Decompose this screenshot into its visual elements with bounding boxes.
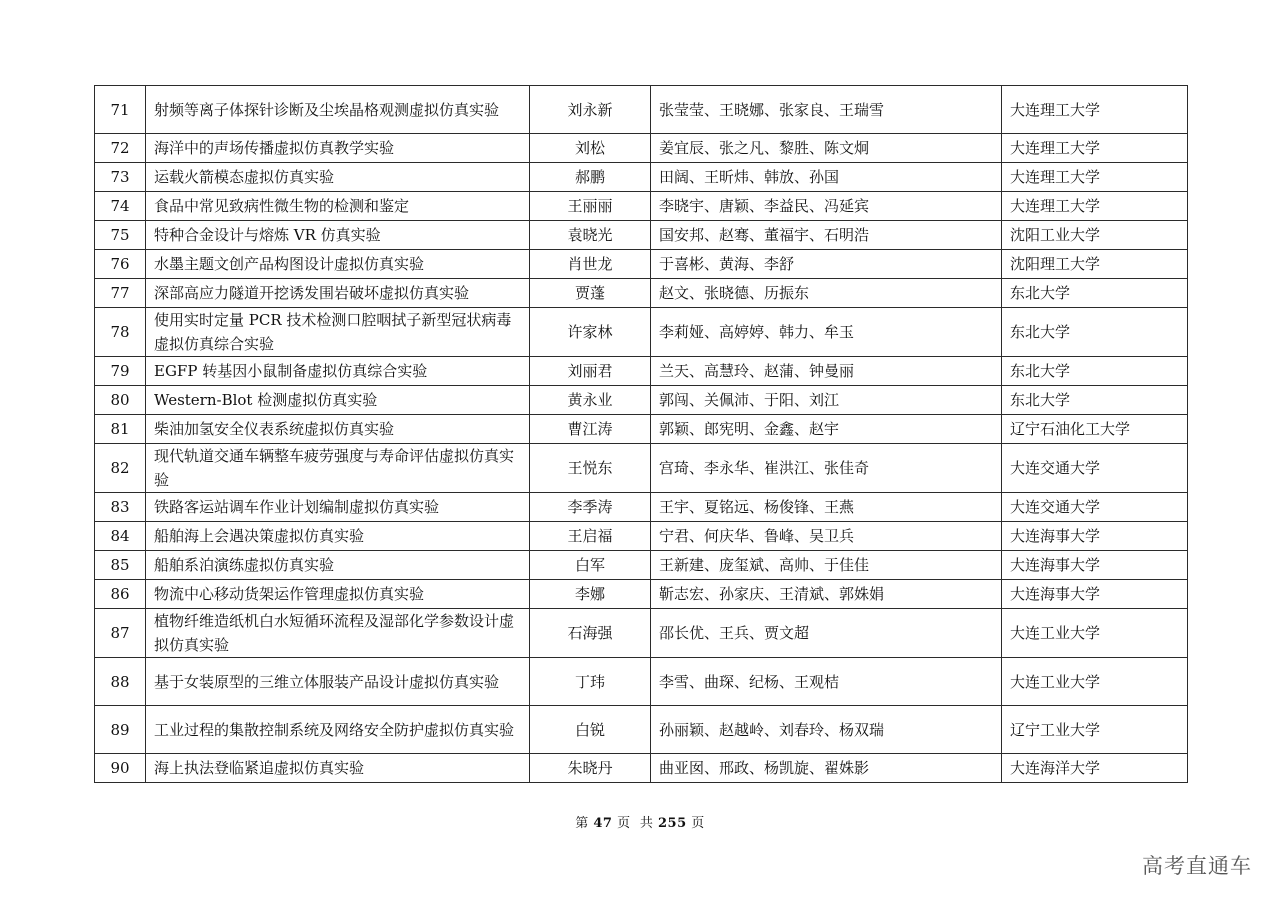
team-members-cell: 姜宜辰、张之凡、黎胜、陈文炯: [651, 134, 1002, 163]
team-members-cell: 国安邦、赵骞、董福宇、石明浩: [651, 221, 1002, 250]
project-title-cell: 现代轨道交通车辆整车疲劳强度与寿命评估虚拟仿真实验: [146, 444, 530, 493]
project-title-cell: 海上执法登临紧追虚拟仿真实验: [146, 754, 530, 783]
team-members-cell: 靳志宏、孙家庆、王清斌、郭姝娟: [651, 580, 1002, 609]
row-number-cell: 90: [95, 754, 146, 783]
school-cell: 辽宁工业大学: [1002, 706, 1188, 754]
table-row: [95, 250, 1188, 279]
school-cell: 沈阳理工大学: [1002, 250, 1188, 279]
team-members-cell: 张莹莹、王晓娜、张家良、王瑞雪: [651, 86, 1002, 134]
table-row: [95, 386, 1188, 415]
table-row: [95, 308, 1188, 357]
table-row: [95, 551, 1188, 580]
school-cell: 大连理工大学: [1002, 163, 1188, 192]
school-cell: 大连海事大学: [1002, 551, 1188, 580]
project-lead-cell: 黄永业: [530, 386, 651, 415]
row-number-cell: 71: [95, 86, 146, 134]
project-title-cell: 船舶系泊演练虚拟仿真实验: [146, 551, 530, 580]
project-lead-cell: 许家林: [530, 308, 651, 357]
project-title-cell: 基于女装原型的三维立体服装产品设计虚拟仿真实验: [146, 658, 530, 706]
project-lead-cell: 刘永新: [530, 86, 651, 134]
page-number: 47: [593, 816, 613, 831]
project-title-cell: 运载火箭模态虚拟仿真实验: [146, 163, 530, 192]
row-number-cell: 85: [95, 551, 146, 580]
project-title-cell: 深部高应力隧道开挖诱发围岩破坏虚拟仿真实验: [146, 279, 530, 308]
page-prefix: 第: [575, 816, 589, 831]
project-title-cell: 水墨主题文创产品构图设计虚拟仿真实验: [146, 250, 530, 279]
project-lead-cell: 王悦东: [530, 444, 651, 493]
project-lead-cell: 丁玮: [530, 658, 651, 706]
table-row: [95, 658, 1188, 706]
row-number-cell: 75: [95, 221, 146, 250]
table-row: [95, 493, 1188, 522]
school-cell: 大连工业大学: [1002, 609, 1188, 658]
team-members-cell: 赵文、张晓德、历振东: [651, 279, 1002, 308]
project-title-cell: 工业过程的集散控制系统及网络安全防护虚拟仿真实验: [146, 706, 530, 754]
school-cell: 大连交通大学: [1002, 493, 1188, 522]
team-members-cell: 王新建、庞玺斌、高帅、于佳佳: [651, 551, 1002, 580]
school-cell: 大连理工大学: [1002, 134, 1188, 163]
project-lead-cell: 刘松: [530, 134, 651, 163]
team-members-cell: 宫琦、李永华、崔洪江、张佳奇: [651, 444, 1002, 493]
project-title-cell: 特种合金设计与熔炼 VR 仿真实验: [146, 221, 530, 250]
table-row: [95, 86, 1188, 134]
table-row: [95, 192, 1188, 221]
project-lead-cell: 白军: [530, 551, 651, 580]
team-members-cell: 曲亚囡、邢政、杨凯旋、翟姝影: [651, 754, 1002, 783]
school-cell: 沈阳工业大学: [1002, 221, 1188, 250]
project-lead-cell: 肖世龙: [530, 250, 651, 279]
school-cell: 大连海事大学: [1002, 580, 1188, 609]
table-row: [95, 522, 1188, 551]
row-number-cell: 83: [95, 493, 146, 522]
table-row: [95, 754, 1188, 783]
team-members-cell: 兰天、高慧玲、赵蒲、钟曼丽: [651, 357, 1002, 386]
team-members-cell: 宁君、何庆华、鲁峰、吴卫兵: [651, 522, 1002, 551]
project-lead-cell: 王丽丽: [530, 192, 651, 221]
project-lead-cell: 刘丽君: [530, 357, 651, 386]
page-footer: [0, 812, 1280, 831]
table-body: [95, 86, 1188, 783]
row-number-cell: 89: [95, 706, 146, 754]
row-number-cell: 81: [95, 415, 146, 444]
row-number-cell: 79: [95, 357, 146, 386]
row-number-cell: 78: [95, 308, 146, 357]
page-total: 255: [658, 816, 687, 831]
project-lead-cell: 郝鹏: [530, 163, 651, 192]
project-title-cell: 使用实时定量 PCR 技术检测口腔咽拭子新型冠状病毒虚拟仿真综合实验: [146, 308, 530, 357]
row-number-cell: 87: [95, 609, 146, 658]
row-number-cell: 74: [95, 192, 146, 221]
project-title-cell: 食品中常见致病性微生物的检测和鉴定: [146, 192, 530, 221]
project-lead-cell: 朱晓丹: [530, 754, 651, 783]
school-cell: 大连海事大学: [1002, 522, 1188, 551]
table-row: [95, 609, 1188, 658]
project-title-cell: 柴油加氢安全仪表系统虚拟仿真实验: [146, 415, 530, 444]
table-row: [95, 279, 1188, 308]
team-members-cell: 孙丽颖、赵越岭、刘春玲、杨双瑞: [651, 706, 1002, 754]
row-number-cell: 88: [95, 658, 146, 706]
row-number-cell: 82: [95, 444, 146, 493]
school-cell: 大连理工大学: [1002, 86, 1188, 134]
project-title-cell: 植物纤维造纸机白水短循环流程及湿部化学参数设计虚拟仿真实验: [146, 609, 530, 658]
school-cell: 大连海洋大学: [1002, 754, 1188, 783]
team-members-cell: 于喜彬、黄海、李舒: [651, 250, 1002, 279]
team-members-cell: 田阔、王昕炜、韩放、孙国: [651, 163, 1002, 192]
table-row: [95, 415, 1188, 444]
project-lead-cell: 李娜: [530, 580, 651, 609]
school-cell: 大连交通大学: [1002, 444, 1188, 493]
project-title-cell: 射频等离子体探针诊断及尘埃晶格观测虚拟仿真实验: [146, 86, 530, 134]
project-title-cell: Western-Blot 检测虚拟仿真实验: [146, 386, 530, 415]
row-number-cell: 72: [95, 134, 146, 163]
school-cell: 大连理工大学: [1002, 192, 1188, 221]
team-members-cell: 李晓宇、唐颖、李益民、冯延宾: [651, 192, 1002, 221]
table-row: [95, 357, 1188, 386]
table-row: [95, 444, 1188, 493]
project-lead-cell: 白锐: [530, 706, 651, 754]
school-cell: 大连工业大学: [1002, 658, 1188, 706]
project-lead-cell: 王启福: [530, 522, 651, 551]
project-lead-cell: 李季涛: [530, 493, 651, 522]
project-title-cell: 物流中心移动货架运作管理虚拟仿真实验: [146, 580, 530, 609]
page-suffix: 页: [691, 816, 705, 831]
row-number-cell: 84: [95, 522, 146, 551]
table-row: [95, 163, 1188, 192]
row-number-cell: 76: [95, 250, 146, 279]
row-number-cell: 86: [95, 580, 146, 609]
project-title-cell: 海洋中的声场传播虚拟仿真教学实验: [146, 134, 530, 163]
project-lead-cell: 曹江涛: [530, 415, 651, 444]
team-members-cell: 李莉娅、高婷婷、韩力、牟玉: [651, 308, 1002, 357]
row-number-cell: 73: [95, 163, 146, 192]
team-members-cell: 郭闯、关佩沛、于阳、刘江: [651, 386, 1002, 415]
school-cell: 东北大学: [1002, 279, 1188, 308]
table-row: [95, 706, 1188, 754]
project-title-cell: EGFP 转基因小鼠制备虚拟仿真综合实验: [146, 357, 530, 386]
team-members-cell: 李雪、曲琛、纪杨、王观桔: [651, 658, 1002, 706]
project-lead-cell: 石海强: [530, 609, 651, 658]
table-row: [95, 221, 1188, 250]
project-table: [94, 85, 1188, 783]
project-title-cell: 铁路客运站调车作业计划编制虚拟仿真实验: [146, 493, 530, 522]
team-members-cell: 邵长优、王兵、贾文超: [651, 609, 1002, 658]
project-lead-cell: 袁晓光: [530, 221, 651, 250]
school-cell: 东北大学: [1002, 386, 1188, 415]
team-members-cell: 郭颖、郎宪明、金鑫、赵宇: [651, 415, 1002, 444]
table-row: [95, 580, 1188, 609]
project-title-cell: 船舶海上会遇决策虚拟仿真实验: [146, 522, 530, 551]
watermark-text: 高考直通车: [1142, 854, 1252, 878]
school-cell: 东北大学: [1002, 357, 1188, 386]
project-lead-cell: 贾蓬: [530, 279, 651, 308]
page-mid: 页 共: [617, 816, 654, 831]
row-number-cell: 77: [95, 279, 146, 308]
team-members-cell: 王宇、夏铭远、杨俊锋、王燕: [651, 493, 1002, 522]
row-number-cell: 80: [95, 386, 146, 415]
table-row: [95, 134, 1188, 163]
school-cell: 东北大学: [1002, 308, 1188, 357]
school-cell: 辽宁石油化工大学: [1002, 415, 1188, 444]
